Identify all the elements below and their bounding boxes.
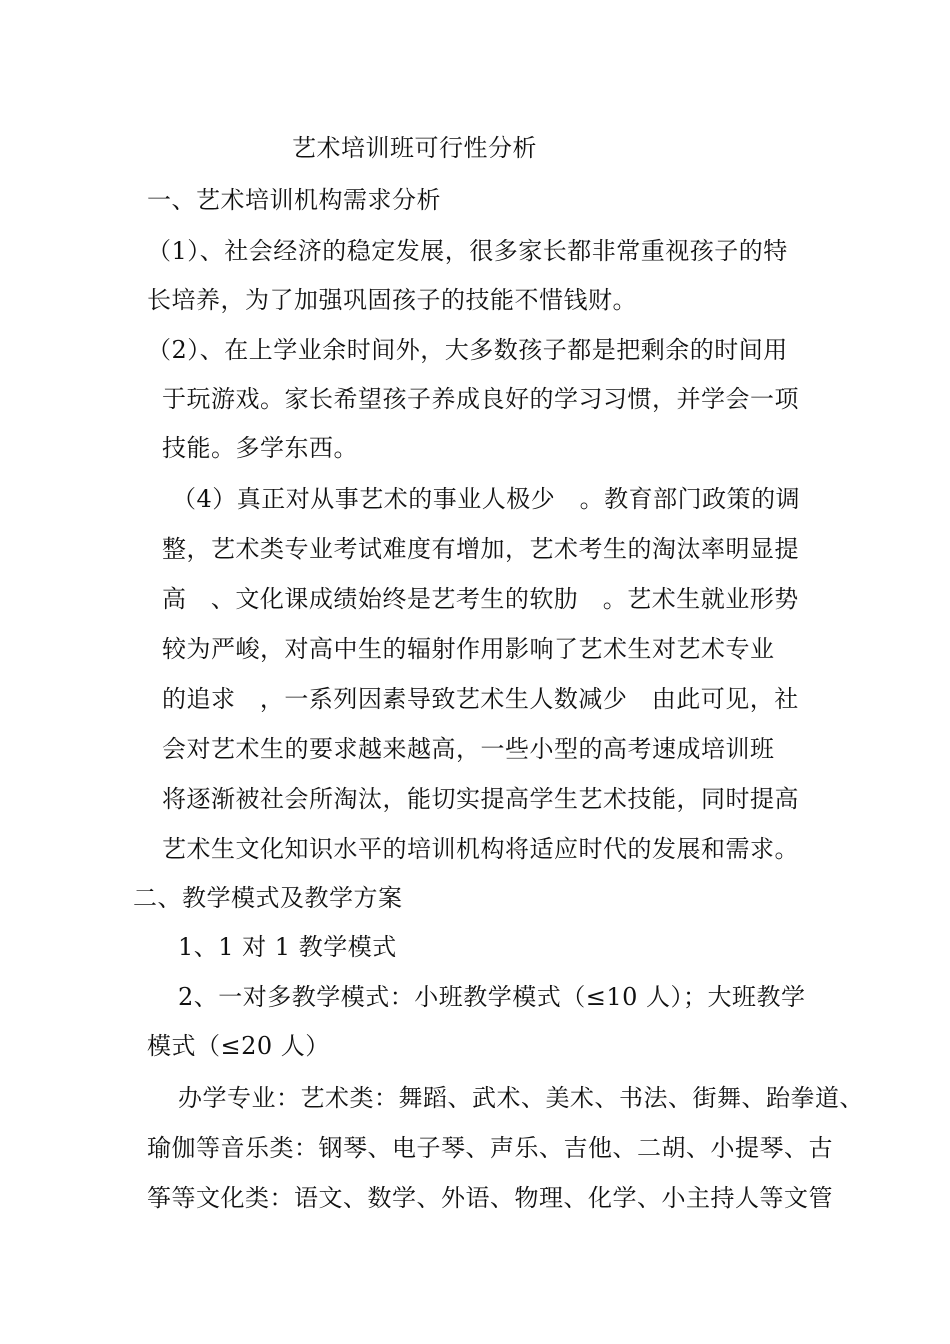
paragraph-line: 技能。多学东西。 <box>162 434 358 462</box>
paragraph-line: 艺术生文化知识水平的培训机构将适应时代的发展和需求。 <box>162 835 799 863</box>
paragraph-line: 整，艺术类专业考试难度有增加，艺术考生的淘汰率明显提 <box>162 535 799 563</box>
paragraph-line: 瑜伽等音乐类：钢琴、电子琴、声乐、吉他、二胡、小提琴、古 <box>147 1134 833 1162</box>
paragraph-line: 1、1 对 1 教学模式 <box>178 933 397 961</box>
paragraph-line: 于玩游戏。家长希望孩子养成良好的学习习惯，并学会一项 <box>162 385 799 413</box>
paragraph-line: 模式（≤20 人） <box>147 1032 330 1060</box>
paragraph-line: 的追求 ，一系列因素导致艺术生人数减少 由此可见，社 <box>162 685 799 713</box>
paragraph-line: 高 、文化课成绩始终是艺考生的软肋 。艺术生就业形势 <box>162 585 799 613</box>
paragraph-line: （1）、社会经济的稳定发展，很多家长都非常重视孩子的特 <box>147 237 788 265</box>
section-heading-teaching: 二、教学模式及教学方案 <box>133 884 403 912</box>
paragraph-line: 将逐渐被社会所淘汰，能切实提高学生艺术技能，同时提高 <box>162 785 799 813</box>
paragraph-line: 2、一对多教学模式：小班教学模式（≤10 人）；大班教学 <box>178 983 806 1011</box>
paragraph-line: 长培养，为了加强巩固孩子的技能不惜钱财。 <box>147 286 637 314</box>
paragraph-line: （2）、在上学业余时间外，大多数孩子都是把剩余的时间用 <box>147 336 788 364</box>
page-title: 艺术培训班可行性分析 <box>292 134 537 162</box>
paragraph-line: 会对艺术生的要求越来越高，一些小型的高考速成培训班 <box>162 735 775 763</box>
paragraph-line: 办学专业：艺术类：舞蹈、武术、美术、书法、街舞、跆拳道、 <box>178 1084 864 1112</box>
paragraph-line: 较为严峻，对高中生的辐射作用影响了艺术生对艺术专业 <box>162 635 775 663</box>
paragraph-line: 筝等文化类：语文、数学、外语、物理、化学、小主持人等文管 <box>147 1184 833 1212</box>
paragraph-line: （4）真正对从事艺术的事业人极少 。教育部门政策的调 <box>172 485 801 513</box>
section-heading-demand: 一、艺术培训机构需求分析 <box>147 186 441 214</box>
